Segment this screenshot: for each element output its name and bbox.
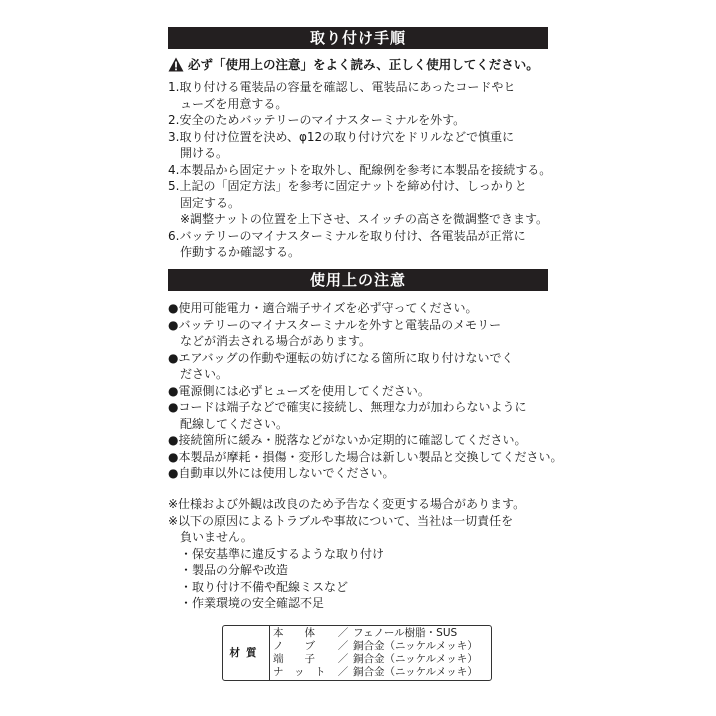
material-row xyxy=(273,653,478,666)
caution-line: 配線してください。 xyxy=(168,416,289,431)
material-value: フェノール樹脂・SUS xyxy=(353,627,458,639)
step-line: 6.バッテリーのマイナスターミナルを取り付け、各電装品が正常に xyxy=(168,228,526,243)
material-part: ナ ッ ト xyxy=(273,666,326,678)
material-row xyxy=(273,640,478,653)
material-row xyxy=(273,666,478,679)
install-steps-list xyxy=(168,79,558,261)
material-part: 本 体 xyxy=(273,627,315,639)
step-line: 2.安全のためバッテリーのマイナスターミナルを外す。 xyxy=(168,113,466,127)
caution-line: ●接続箇所に緩み・脱落などがないか定期的に確認してください。 xyxy=(168,433,527,447)
material-value: 銅合金（ニッケルメッキ） xyxy=(353,653,478,665)
material-separator: ／ xyxy=(337,666,349,678)
caution-line: ●使用可能電力・適合端子サイズを必ず守ってください。 xyxy=(168,301,478,315)
caution-line: ●自動車以外には使用しないでください。 xyxy=(168,466,395,480)
warning-text: 必ず「使用上の注意」をよく読み、正しく使用してください。 xyxy=(188,57,539,72)
note-line: ・製品の分解や改造 xyxy=(168,563,289,577)
step-line: 固定する。 xyxy=(168,195,241,210)
note-line: 負いません。 xyxy=(168,530,253,544)
material-value: 銅合金（ニッケルメッキ） xyxy=(353,666,478,678)
note-line: ※仕様および外観は改良のため予告なく変更する場合があります。 xyxy=(168,497,526,511)
material-part: ノ ブ xyxy=(273,640,315,652)
step-line: 開ける。 xyxy=(168,146,229,160)
step-line: 4.本製品から固定ナットを取外し、配線例を参考に本製品を接続する。 xyxy=(168,162,552,177)
install-steps-header: 取り付け手順 xyxy=(168,27,548,49)
note-line: ※以下の原因によるトラブルや事故について、当社は一切責任を xyxy=(168,513,514,528)
step-line: ※調整ナットの位置を上下させ、スイッチの高さを微調整できます。 xyxy=(168,212,549,226)
materials-table xyxy=(222,625,492,681)
step-line: 5.上記の「固定方法」を参考に固定ナットを締め付け、しっかりと xyxy=(168,179,527,193)
material-value: 銅合金（ニッケルメッキ） xyxy=(353,640,478,652)
note-line: ・保安基準に違反するような取り付け xyxy=(168,546,385,561)
caution-line: ●本製品が摩耗・損傷・変形した場合は新しい製品と交換してください。 xyxy=(168,449,563,464)
disclaimer-notes xyxy=(168,496,558,612)
warning-line xyxy=(168,55,568,75)
warning-triangle-icon xyxy=(168,57,184,72)
caution-line: ●コードは端子などで確実に接続し、無理な力が加わらないように xyxy=(168,400,527,414)
material-separator: ／ xyxy=(337,653,349,665)
step-line: 作動するか確認する。 xyxy=(168,245,301,259)
caution-line: などが消去される場合があります。 xyxy=(168,334,372,348)
material-separator: ／ xyxy=(337,627,349,639)
step-line: ューズを用意する。 xyxy=(168,96,288,111)
step-line: 1.取り付ける電装品の容量を確認し、電装品にあったコードやヒ xyxy=(168,80,516,94)
usage-cautions-header: 使用上の注意 xyxy=(168,269,548,291)
materials-label: 材質 xyxy=(223,626,270,680)
material-row xyxy=(273,627,478,640)
caution-line: ●バッテリーのマイナスターミナルを外すと電装品のメモリー xyxy=(168,317,502,332)
materials-rows xyxy=(273,627,478,679)
caution-line: ●電源側には必ずヒューズを使用してください。 xyxy=(168,383,430,398)
note-line: ・取り付け不備や配線ミスなど xyxy=(168,579,349,594)
material-part: 端 子 xyxy=(273,653,315,665)
usage-cautions-list xyxy=(168,300,563,482)
caution-line: ださい。 xyxy=(168,367,229,381)
material-separator: ／ xyxy=(337,640,349,652)
step-line: 3.取り付け位置を決め、φ12の取り付け穴をドリルなどで慎重に xyxy=(168,129,515,144)
caution-line: ●エアバッグの作動や運転の妨げになる箇所に取り付けないでく xyxy=(168,350,514,365)
note-line: ・作業環境の安全確認不足 xyxy=(168,596,325,610)
